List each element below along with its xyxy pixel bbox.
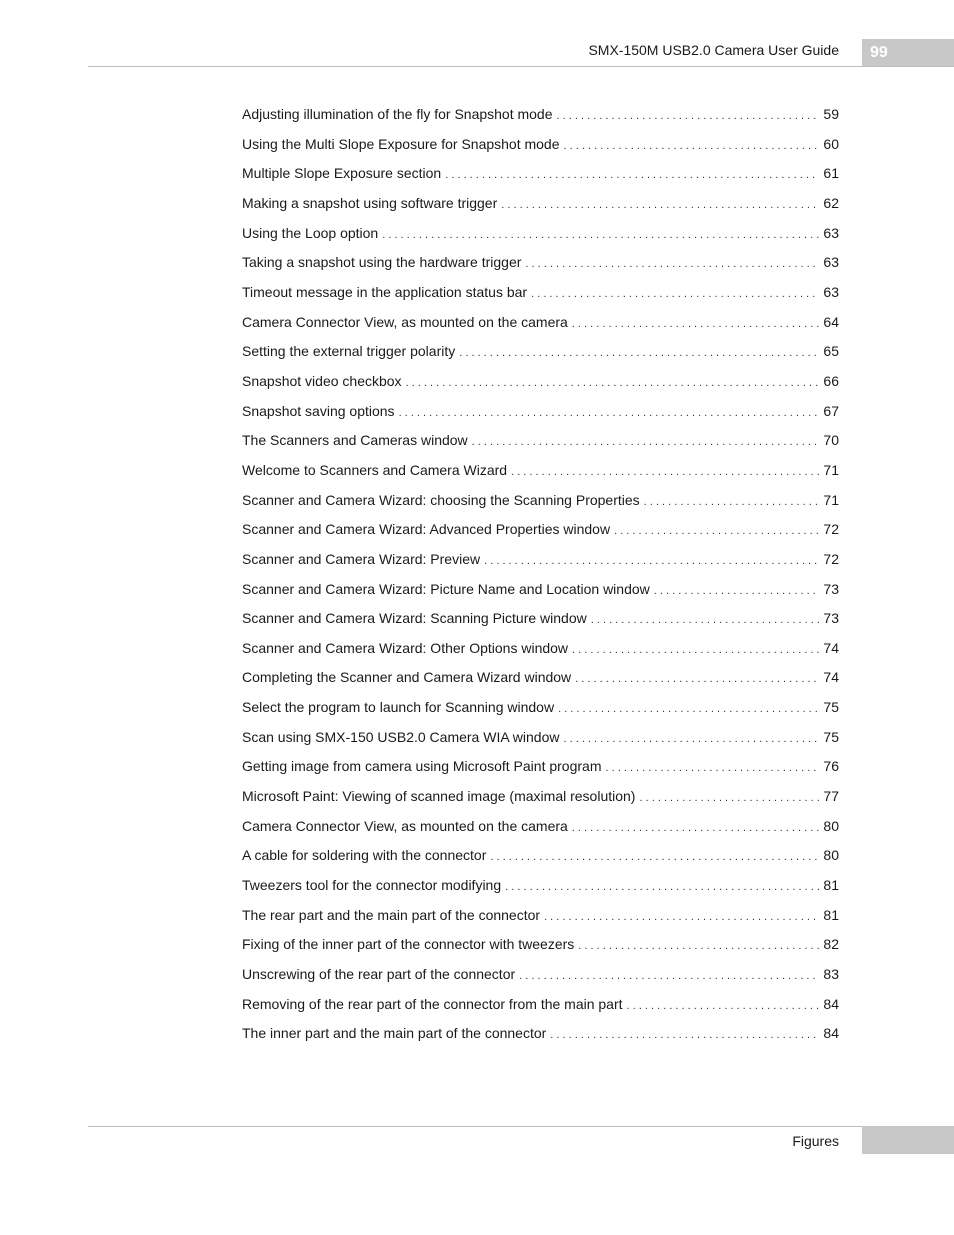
toc-entry[interactable]: [242, 159, 839, 189]
toc-entry[interactable]: [242, 575, 839, 605]
dot-leader: [505, 873, 819, 903]
dot-leader: [531, 280, 819, 310]
toc-entry[interactable]: [242, 337, 839, 367]
toc-entry-label: The rear part and the main part of the connector: [242, 906, 541, 923]
toc-entry-label: Setting the external trigger polarity: [242, 343, 456, 360]
toc-entry-label: Timeout message in the application status bar: [242, 283, 528, 300]
toc-entry[interactable]: [242, 219, 839, 249]
dot-leader: [654, 577, 820, 607]
toc-entry-label: Unscrewing of the rear part of the connector: [242, 966, 516, 983]
toc-entry-label: Fixing of the inner part of the connector with tweezers: [242, 936, 575, 953]
toc-entry-label: Scan using SMX-150 USB2.0 Camera WIA window: [242, 728, 560, 745]
toc-entry-label: Taking a snapshot using the hardware trigger: [242, 254, 522, 271]
dot-leader: [525, 250, 819, 280]
toc-entry-label: A cable for soldering with the connector: [242, 847, 487, 864]
toc-entry-page: 81: [823, 877, 839, 894]
toc-entry-page: 74: [823, 639, 839, 656]
dot-leader: [459, 339, 819, 369]
toc-entry-label: Using the Loop option: [242, 224, 379, 241]
toc-entry-page: 84: [823, 995, 839, 1012]
toc-entry-label: Camera Connector View, as mounted on the camera: [242, 817, 568, 834]
toc-entry-page: 72: [823, 521, 839, 538]
toc-entry-page: 63: [823, 254, 839, 271]
toc-entry[interactable]: [242, 990, 839, 1020]
toc-entry-page: 80: [823, 817, 839, 834]
toc-entry[interactable]: [242, 367, 839, 397]
toc-entry[interactable]: [242, 812, 839, 842]
toc-entry-label: Removing of the rear part of the connector from the main part: [242, 995, 623, 1012]
dot-leader: [519, 962, 819, 992]
dot-leader: [445, 161, 819, 191]
toc-entry[interactable]: [242, 663, 839, 693]
toc-entry[interactable]: [242, 693, 839, 723]
dot-leader: [558, 695, 819, 725]
toc-entry-label: Select the program to launch for Scanning window: [242, 699, 555, 716]
toc-entry-page: 83: [823, 966, 839, 983]
toc-entry-page: 63: [823, 283, 839, 300]
toc-entry-label: The Scanners and Cameras window: [242, 432, 468, 449]
toc-entry-label: Adjusting illumination of the fly for Snapshot mode: [242, 106, 553, 122]
dot-leader: [572, 310, 820, 340]
toc-entry-page: 60: [823, 135, 839, 152]
toc-entry-label: Completing the Scanner and Camera Wizard window: [242, 669, 572, 686]
dot-leader: [406, 369, 820, 399]
toc-entry-page: 74: [823, 669, 839, 686]
toc-entry[interactable]: [242, 545, 839, 575]
toc-entry[interactable]: [242, 308, 839, 338]
toc-entry-label: Snapshot video checkbox: [242, 372, 402, 389]
dot-leader: [382, 221, 819, 251]
toc-entry[interactable]: [242, 456, 839, 486]
footer-divider: [88, 1126, 954, 1127]
toc-entry[interactable]: [242, 634, 839, 664]
dot-leader: [501, 191, 819, 221]
header-divider: [88, 66, 954, 67]
toc-entry-page: 66: [823, 372, 839, 389]
toc-entry[interactable]: [242, 426, 839, 456]
toc-entry[interactable]: [242, 189, 839, 219]
toc-entry-page: 61: [823, 165, 839, 182]
toc-entry[interactable]: [242, 604, 839, 634]
toc-entry-page: 64: [823, 313, 839, 330]
toc-entry-page: 73: [823, 610, 839, 627]
toc-entry[interactable]: [242, 930, 839, 960]
guide-title: SMX-150M USB2.0 Camera User Guide: [588, 42, 839, 58]
dot-leader: [572, 636, 819, 666]
toc-entry[interactable]: [242, 397, 839, 427]
toc-entry-label: Multiple Slope Exposure section: [242, 165, 442, 182]
dot-leader: [564, 132, 820, 162]
toc-entry-label: Scanner and Camera Wizard: choosing the Scanning Properties: [242, 491, 640, 508]
toc-entry-page: 72: [823, 550, 839, 567]
toc-entry-label: Camera Connector View, as mounted on the camera: [242, 313, 568, 330]
dot-leader: [591, 606, 820, 636]
toc-entry-label: Snapshot saving options: [242, 402, 395, 419]
toc-entry[interactable]: [242, 871, 839, 901]
dot-leader: [550, 1021, 819, 1051]
toc-entry[interactable]: [242, 752, 839, 782]
toc-entry[interactable]: [242, 782, 839, 812]
toc-entry[interactable]: [242, 901, 839, 931]
toc-entry-label: Scanner and Camera Wizard: Scanning Picture window: [242, 610, 587, 627]
toc-entry-page: 73: [823, 580, 839, 597]
toc-entry-page: 80: [823, 847, 839, 864]
toc-entry-page: 82: [823, 936, 839, 953]
toc-entry-label: Welcome to Scanners and Camera Wizard: [242, 461, 508, 478]
toc-entry-page: 84: [823, 1025, 839, 1042]
dot-leader: [575, 665, 819, 695]
toc-entry-page: 77: [823, 788, 839, 805]
toc-entry[interactable]: [242, 278, 839, 308]
toc-entry[interactable]: [242, 130, 839, 160]
toc-entry-page: 59: [823, 106, 839, 122]
toc-entry-label: Scanner and Camera Wizard: Picture Name and Location window: [242, 580, 650, 597]
dot-leader: [614, 517, 819, 547]
dot-leader: [399, 399, 820, 429]
dot-leader: [484, 547, 819, 577]
toc-entry-label: Getting image from camera using Microsoft Paint program: [242, 758, 602, 775]
toc-entry[interactable]: [242, 100, 839, 130]
figures-list: [242, 100, 839, 1049]
toc-entry-page: 75: [823, 728, 839, 745]
toc-entry[interactable]: [242, 515, 839, 545]
toc-entry[interactable]: [242, 960, 839, 990]
dot-leader: [490, 843, 819, 873]
toc-entry-label: Making a snapshot using software trigger: [242, 194, 498, 211]
toc-entry-label: Scanner and Camera Wizard: Other Options window: [242, 639, 569, 656]
dot-leader: [627, 992, 820, 1022]
toc-entry-page: 76: [823, 758, 839, 775]
toc-entry[interactable]: [242, 486, 839, 516]
toc-entry[interactable]: [242, 248, 839, 278]
toc-entry-label: Using the Multi Slope Exposure for Snapshot mode: [242, 135, 560, 152]
toc-entry-page: 71: [823, 491, 839, 508]
dot-leader: [572, 814, 820, 844]
toc-entry-page: 67: [823, 402, 839, 419]
dot-leader: [472, 428, 820, 458]
toc-entry-label: Microsoft Paint: Viewing of scanned image (maximal resolution): [242, 788, 636, 805]
dot-leader: [557, 102, 820, 132]
toc-entry-label: Scanner and Camera Wizard: Preview: [242, 550, 481, 567]
toc-entry[interactable]: [242, 1019, 839, 1049]
toc-entry[interactable]: [242, 841, 839, 871]
toc-entry-page: 75: [823, 699, 839, 716]
footer-tab: [862, 1126, 954, 1154]
toc-entry-page: 65: [823, 343, 839, 360]
dot-leader: [563, 725, 819, 755]
toc-entry-page: 71: [823, 461, 839, 478]
toc-entry-page: 70: [823, 432, 839, 449]
toc-entry-page: 63: [823, 224, 839, 241]
footer-section-label: Figures: [792, 1133, 839, 1149]
page-number-tab: 99: [862, 39, 954, 67]
toc-entry-label: Scanner and Camera Wizard: Advanced Properties window: [242, 521, 611, 538]
toc-entry-page: 81: [823, 906, 839, 923]
toc-entry-label: The inner part and the main part of the connector: [242, 1025, 547, 1042]
dot-leader: [511, 458, 819, 488]
dot-leader: [578, 932, 819, 962]
dot-leader: [644, 488, 820, 518]
dot-leader: [544, 903, 819, 933]
toc-entry-label: Tweezers tool for the connector modifying: [242, 877, 502, 894]
toc-entry-page: 62: [823, 194, 839, 211]
dot-leader: [639, 784, 819, 814]
toc-entry[interactable]: [242, 723, 839, 753]
dot-leader: [605, 754, 819, 784]
